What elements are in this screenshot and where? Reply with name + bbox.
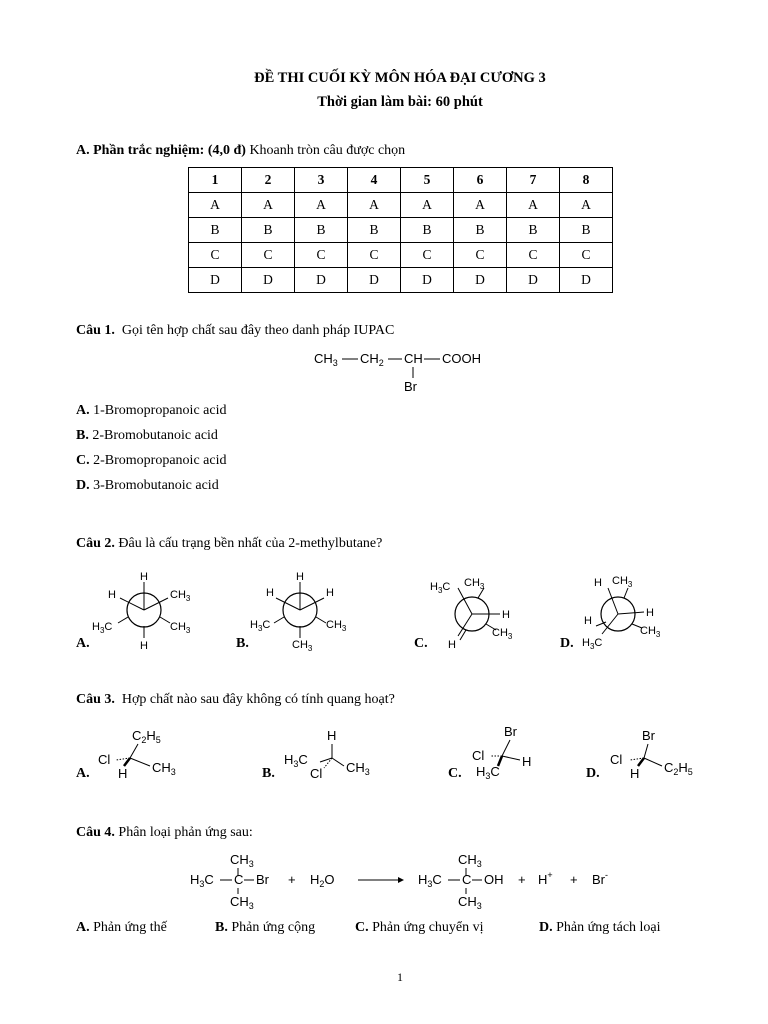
svg-text:Br-: Br-: [592, 870, 608, 887]
svg-text:H: H: [140, 571, 148, 583]
grid-choice-cell[interactable]: A: [295, 193, 348, 218]
svg-text:CH3: $CH_3$: [458, 894, 482, 910]
svg-text:C: C: [462, 872, 472, 887]
option-letter: C.: [76, 453, 90, 468]
svg-text:Cl: Cl: [472, 748, 485, 763]
grid-choice-cell[interactable]: D: [242, 268, 295, 293]
grid-choice-cell[interactable]: B: [560, 218, 613, 243]
svg-text:H3C: $H_3C$: [250, 619, 271, 633]
question-1: [76, 323, 394, 339]
grid-choice-cell[interactable]: D: [560, 268, 613, 293]
grid-number: 6: [454, 168, 507, 193]
option-letter: B.: [76, 428, 89, 443]
option-text: Phản ứng tách loại: [556, 920, 661, 935]
question-4-option-b[interactable]: [215, 920, 315, 936]
stereo-structure-c[interactable]: [468, 722, 578, 782]
option-letter: C.: [355, 920, 369, 935]
svg-text:H3C: $H_3C$: [284, 752, 308, 769]
option-text: 2-Bromopropanoic acid: [93, 453, 227, 468]
option-text: 3-Bromobutanoic acid: [93, 478, 219, 493]
svg-text:CH3: $CH_3$: [152, 760, 176, 777]
answer-grid-row: [189, 218, 613, 243]
reaction-equation: [188, 846, 628, 910]
grid-number: 1: [189, 168, 242, 193]
option-letter: A.: [76, 920, 90, 935]
stereo-structure-d[interactable]: [608, 722, 718, 782]
svg-text:C2H5: $C_2H_5$: [132, 728, 161, 745]
stereo-structure-a[interactable]: [94, 722, 204, 782]
structure-cooh: COOH: [442, 351, 481, 366]
question-1-option-a[interactable]: [76, 403, 226, 419]
question-4: [76, 825, 253, 841]
svg-text:H3C: $H_3C$: [418, 872, 442, 889]
answer-grid-header: [189, 168, 613, 193]
question-1-option-c[interactable]: [76, 453, 226, 469]
structure-ch2: $CH_2$: [360, 351, 384, 368]
answer-grid-row: [189, 193, 613, 218]
question-1-structure: [300, 345, 510, 397]
svg-text:H: H: [326, 587, 334, 599]
grid-choice-cell[interactable]: A: [348, 193, 401, 218]
grid-choice-cell[interactable]: B: [507, 218, 560, 243]
question-3-option-b[interactable]: B.: [262, 766, 275, 781]
svg-text:H: H: [448, 639, 456, 651]
question-4-label: Câu 4.: [76, 825, 115, 840]
svg-text:CH3: $CH_3$: [170, 589, 191, 603]
svg-text:H3C: $H_3C$: [190, 872, 214, 889]
svg-text:H: H: [646, 607, 654, 619]
question-2-option-b[interactable]: B.: [236, 636, 249, 651]
newman-projection-c[interactable]: [428, 568, 538, 653]
question-4-option-c[interactable]: [355, 920, 484, 936]
section-a-label: A. Phần trắc nghiệm: (4,0 đ): [76, 143, 246, 158]
svg-text:H: H: [266, 587, 274, 599]
section-a-instruction: Khoanh tròn câu được chọn: [249, 143, 406, 158]
grid-choice-cell[interactable]: D: [507, 268, 560, 293]
grid-choice-cell[interactable]: A: [560, 193, 613, 218]
svg-text:CH3: $CH_3$: [492, 627, 513, 641]
grid-number: 5: [401, 168, 454, 193]
svg-text:+: +: [570, 872, 578, 887]
grid-choice-cell[interactable]: D: [401, 268, 454, 293]
question-1-label: Câu 1.: [76, 323, 115, 338]
option-text: Phản ứng thế: [93, 920, 167, 935]
answer-grid: [188, 167, 613, 293]
svg-text:H3C: $H_3C$: [430, 581, 451, 595]
svg-text:C: C: [234, 872, 244, 887]
svg-text:H2O: $H_2O$: [310, 872, 335, 889]
question-1-option-b[interactable]: [76, 428, 218, 444]
svg-text:CH3: $CH_3$: [464, 577, 485, 591]
svg-text:Br: Br: [504, 724, 517, 739]
grid-choice-cell[interactable]: C: [295, 243, 348, 268]
grid-choice-cell[interactable]: B: [189, 218, 242, 243]
exam-title: ĐỀ THI CUỐI KỲ MÔN HÓA ĐẠI CƯƠNG 3: [254, 70, 546, 86]
grid-choice-cell[interactable]: C: [560, 243, 613, 268]
question-2-option-d[interactable]: D.: [560, 636, 574, 651]
question-2: [76, 536, 382, 552]
grid-choice-cell[interactable]: D: [454, 268, 507, 293]
svg-text:H: H: [594, 577, 602, 589]
option-text: Phản ứng cộng: [231, 920, 316, 935]
svg-text:CH3: $CH_3$: [170, 621, 191, 635]
question-3-option-a[interactable]: A.: [76, 766, 90, 781]
structure-ch: CH: [404, 351, 423, 366]
svg-text:Cl: Cl: [610, 752, 623, 767]
svg-text:+: +: [518, 872, 526, 887]
grid-number: 3: [295, 168, 348, 193]
newman-projection-d[interactable]: [578, 568, 688, 653]
grid-choice-cell[interactable]: C: [507, 243, 560, 268]
grid-choice-cell[interactable]: C: [348, 243, 401, 268]
svg-text:CH3: $CH_3$: [230, 852, 254, 869]
svg-text:C2H5: $C_2H_5$: [664, 760, 693, 777]
grid-choice-cell[interactable]: D: [348, 268, 401, 293]
option-letter: B.: [215, 920, 228, 935]
svg-text:CH3: $CH_3$: [612, 575, 633, 589]
grid-choice-cell[interactable]: C: [242, 243, 295, 268]
question-1-text: Gọi tên hợp chất sau đây theo danh pháp IUPAC: [121, 323, 395, 338]
question-4-option-a[interactable]: [76, 920, 167, 936]
grid-choice-cell[interactable]: C: [454, 243, 507, 268]
svg-text:+: +: [288, 872, 296, 887]
svg-text:Br: Br: [642, 728, 655, 743]
grid-choice-cell[interactable]: B: [348, 218, 401, 243]
exam-duration: Thời gian làm bài: 60 phút: [317, 94, 483, 110]
structure-br: Br: [404, 379, 417, 394]
svg-text:CH3: $CH_3$: [458, 852, 482, 869]
section-a-heading: [76, 143, 405, 159]
svg-text:H: H: [108, 589, 116, 601]
svg-text:H: H: [522, 754, 532, 769]
grid-choice-cell[interactable]: A: [507, 193, 560, 218]
grid-choice-cell[interactable]: B: [401, 218, 454, 243]
question-3: [76, 692, 395, 708]
svg-text:CH3: $CH_3$: [640, 625, 661, 639]
answer-grid-row: [189, 243, 613, 268]
page-number: 1: [397, 970, 403, 984]
question-3-option-c[interactable]: C.: [448, 766, 462, 781]
question-3-label: Câu 3.: [76, 692, 115, 707]
grid-choice-cell[interactable]: B: [295, 218, 348, 243]
question-2-text: Đâu là cấu trạng bền nhất của 2-methylbutane?: [118, 536, 383, 551]
structure-ch3: $CH_3$: [314, 351, 338, 368]
svg-text:H: H: [118, 766, 128, 781]
grid-choice-cell[interactable]: C: [401, 243, 454, 268]
question-4-text: Phân loại phản ứng sau:: [118, 825, 253, 840]
svg-text:CH3: $CH_3$: [326, 619, 347, 633]
grid-choice-cell[interactable]: D: [295, 268, 348, 293]
grid-choice-cell[interactable]: C: [189, 243, 242, 268]
grid-choice-cell[interactable]: A: [401, 193, 454, 218]
grid-number: 4: [348, 168, 401, 193]
grid-choice-cell[interactable]: A: [242, 193, 295, 218]
grid-choice-cell[interactable]: A: [454, 193, 507, 218]
svg-text:H: H: [327, 728, 337, 743]
newman-projection-a[interactable]: [92, 568, 202, 653]
svg-text:H: H: [140, 640, 148, 652]
svg-text:CH3: $CH_3$: [346, 760, 370, 777]
grid-number: 8: [560, 168, 613, 193]
question-2-option-a[interactable]: A.: [76, 636, 90, 651]
svg-text:H3C: $H_3C$: [92, 621, 113, 635]
option-text: 2-Bromobutanoic acid: [92, 428, 218, 443]
grid-choice-cell[interactable]: B: [242, 218, 295, 243]
svg-text:Br: Br: [256, 872, 269, 887]
question-2-label: Câu 2.: [76, 536, 115, 551]
question-3-text: Hợp chất nào sau đây không có tính quang hoạt?: [121, 692, 395, 707]
question-2-option-c[interactable]: C.: [414, 636, 428, 651]
svg-text:CH3: $CH_3$: [230, 894, 254, 910]
grid-number: 7: [507, 168, 560, 193]
svg-text:Cl: Cl: [98, 752, 111, 767]
svg-text:H: H: [502, 609, 510, 621]
svg-text:Cl: Cl: [310, 766, 323, 781]
stereo-structure-b[interactable]: [282, 722, 392, 782]
option-text: Phản ứng chuyển vị: [372, 920, 484, 935]
svg-text:CH3: $CH_3$: [292, 639, 313, 653]
option-letter: D.: [76, 478, 90, 493]
svg-text:H+: H+: [538, 870, 553, 887]
question-3-option-d[interactable]: D.: [586, 766, 600, 781]
svg-text:H3C: $H_3C$: [582, 637, 603, 651]
svg-text:OH: OH: [484, 872, 504, 887]
svg-text:H: H: [584, 615, 592, 627]
option-text: 1-Bromopropanoic acid: [93, 403, 227, 418]
answer-grid-row: [189, 268, 613, 293]
option-letter: A.: [76, 403, 90, 418]
grid-choice-cell[interactable]: D: [189, 268, 242, 293]
option-letter: D.: [539, 920, 553, 935]
grid-choice-cell[interactable]: B: [454, 218, 507, 243]
grid-number: 2: [242, 168, 295, 193]
question-4-option-d[interactable]: [539, 920, 661, 936]
newman-projection-b[interactable]: [248, 568, 358, 653]
svg-text:H: H: [630, 766, 640, 781]
svg-text:H3C: $H_3C$: [476, 764, 500, 781]
svg-text:H: H: [296, 571, 304, 583]
question-1-option-d[interactable]: [76, 478, 219, 494]
grid-choice-cell[interactable]: A: [189, 193, 242, 218]
